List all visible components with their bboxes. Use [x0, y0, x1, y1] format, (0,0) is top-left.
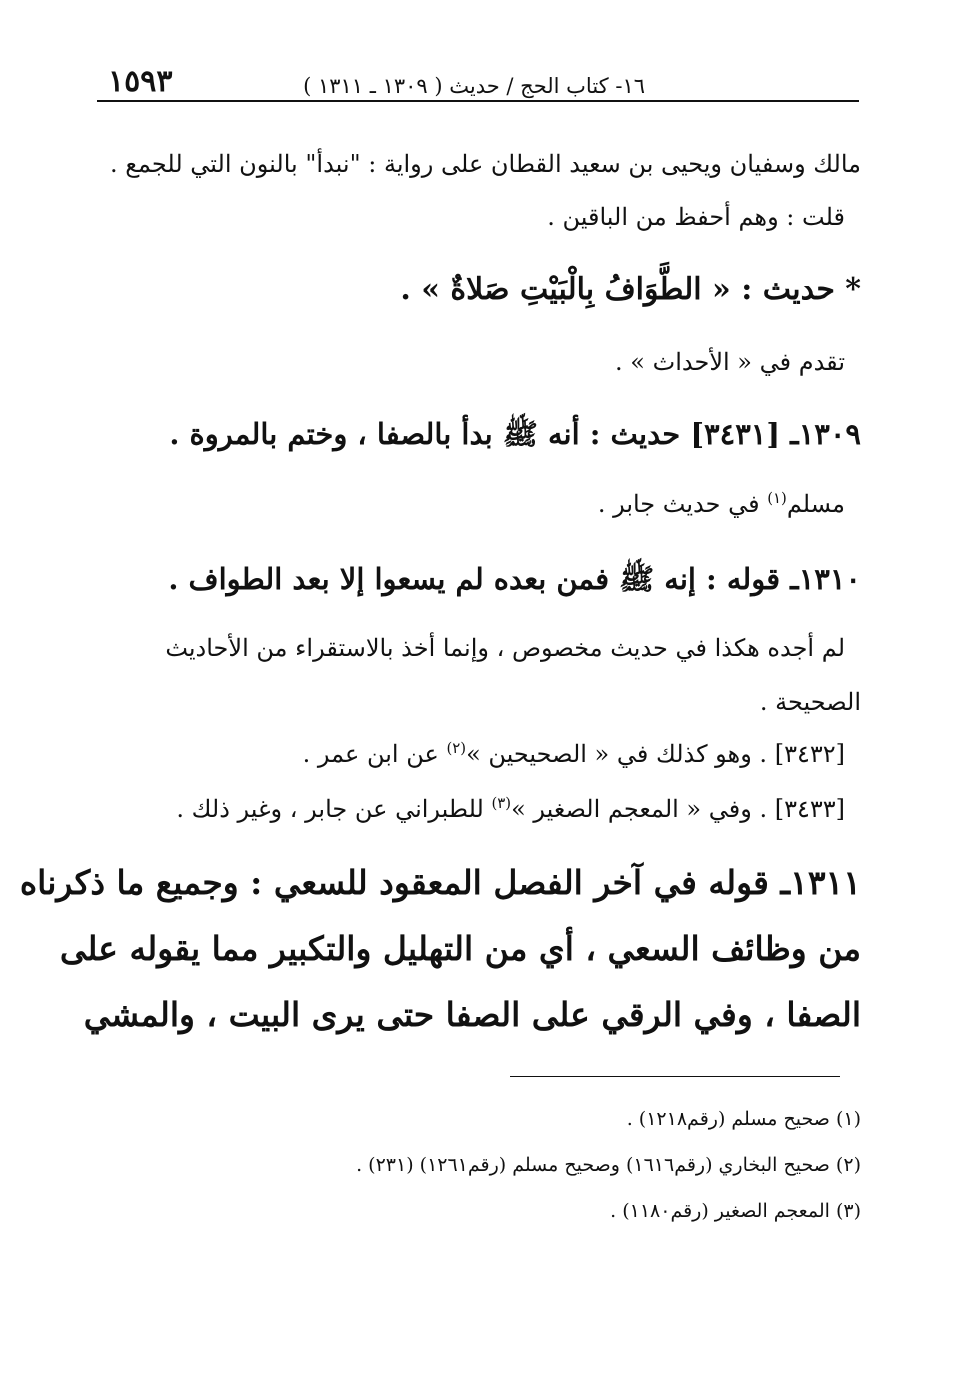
text-segment: للطبراني عن جابر ، وغير ذلك . [176, 795, 492, 823]
footnote-1: (١) صحيح مسلم (رقم١٢١٨) . [626, 1108, 861, 1130]
text-segment: عن ابن عمر . [302, 740, 447, 768]
text-segment: [٣٤٣٢] . وهو كذلك في « الصحيحين » [466, 740, 845, 768]
footnote-marker: (٣) [491, 794, 512, 812]
footnote-2: (٢) صحيح البخاري (رقم١٦١٦) وصحيح مسلم (رقم١٢٦١) (٢٣١) . [356, 1154, 861, 1176]
footnote-separator [510, 1076, 840, 1077]
text-segment: [٣٤٣٣] . وفي « المعجم الصغير » [511, 795, 845, 823]
text-line-1310-b: الصحيحة . [759, 688, 861, 716]
text-line-1: مالك وسفيان ويحيى بن سعيد القطان على رواية : "نبدأ" بالنون التي للجمع . [110, 150, 861, 178]
text-segment: في حديث جابر . [597, 490, 768, 518]
running-header: ١٦- كتاب الحج / حديث ( ١٣٠٩ ـ ١٣١١ ) [303, 74, 645, 98]
entry-heading-1310: ١٣١٠ـ قوله : إنه ﷺ فمن بعده لم يسعوا إلا بعد الطواف . [168, 562, 861, 596]
footnote-marker: (٢) [446, 739, 467, 757]
text-line-1310-a: لم أجده هكذا في حديث مخصوص ، وإنما أخذ بالاستقراء من الأحاديث [165, 634, 845, 662]
text-line-2: قلت : وهم أحفظ من الباقين . [547, 203, 845, 231]
footnote-3: (٣) المعجم الصغير (رقم١١٨٠) . [610, 1200, 861, 1222]
entry-heading-1311: ١٣١١ـ قوله في آخر الفصل المعقود للسعي : وجميع ما ذكرناه [19, 863, 861, 902]
header-rule [97, 100, 859, 102]
text-segment: مسلم [786, 490, 845, 518]
text-line-1310-c [302, 739, 845, 768]
text-line-1310-d [176, 794, 845, 823]
hadith-heading: * حديث : « الطَّوَافُ بِالْبَيْتِ صَلاةٌ » . [400, 272, 861, 307]
page-number: ١٥٩٣ [108, 64, 173, 99]
footnote-marker: (١) [767, 489, 787, 507]
reference-line: تقدم في « الأحداث » . [615, 348, 845, 376]
text-line-1309 [597, 489, 845, 518]
text-line-1311-b: من وظائف السعي ، أي من التهليل والتكبير مما يقوله على [59, 929, 861, 968]
text-line-1311-c: الصفا ، وفي الرقي على الصفا حتى يرى البيت ، والمشي [83, 995, 861, 1034]
entry-heading-1309: ١٣٠٩ـ [٣٤٣١] حديث : أنه ﷺ بدأ بالصفا ، وختم بالمروة . [169, 417, 861, 451]
